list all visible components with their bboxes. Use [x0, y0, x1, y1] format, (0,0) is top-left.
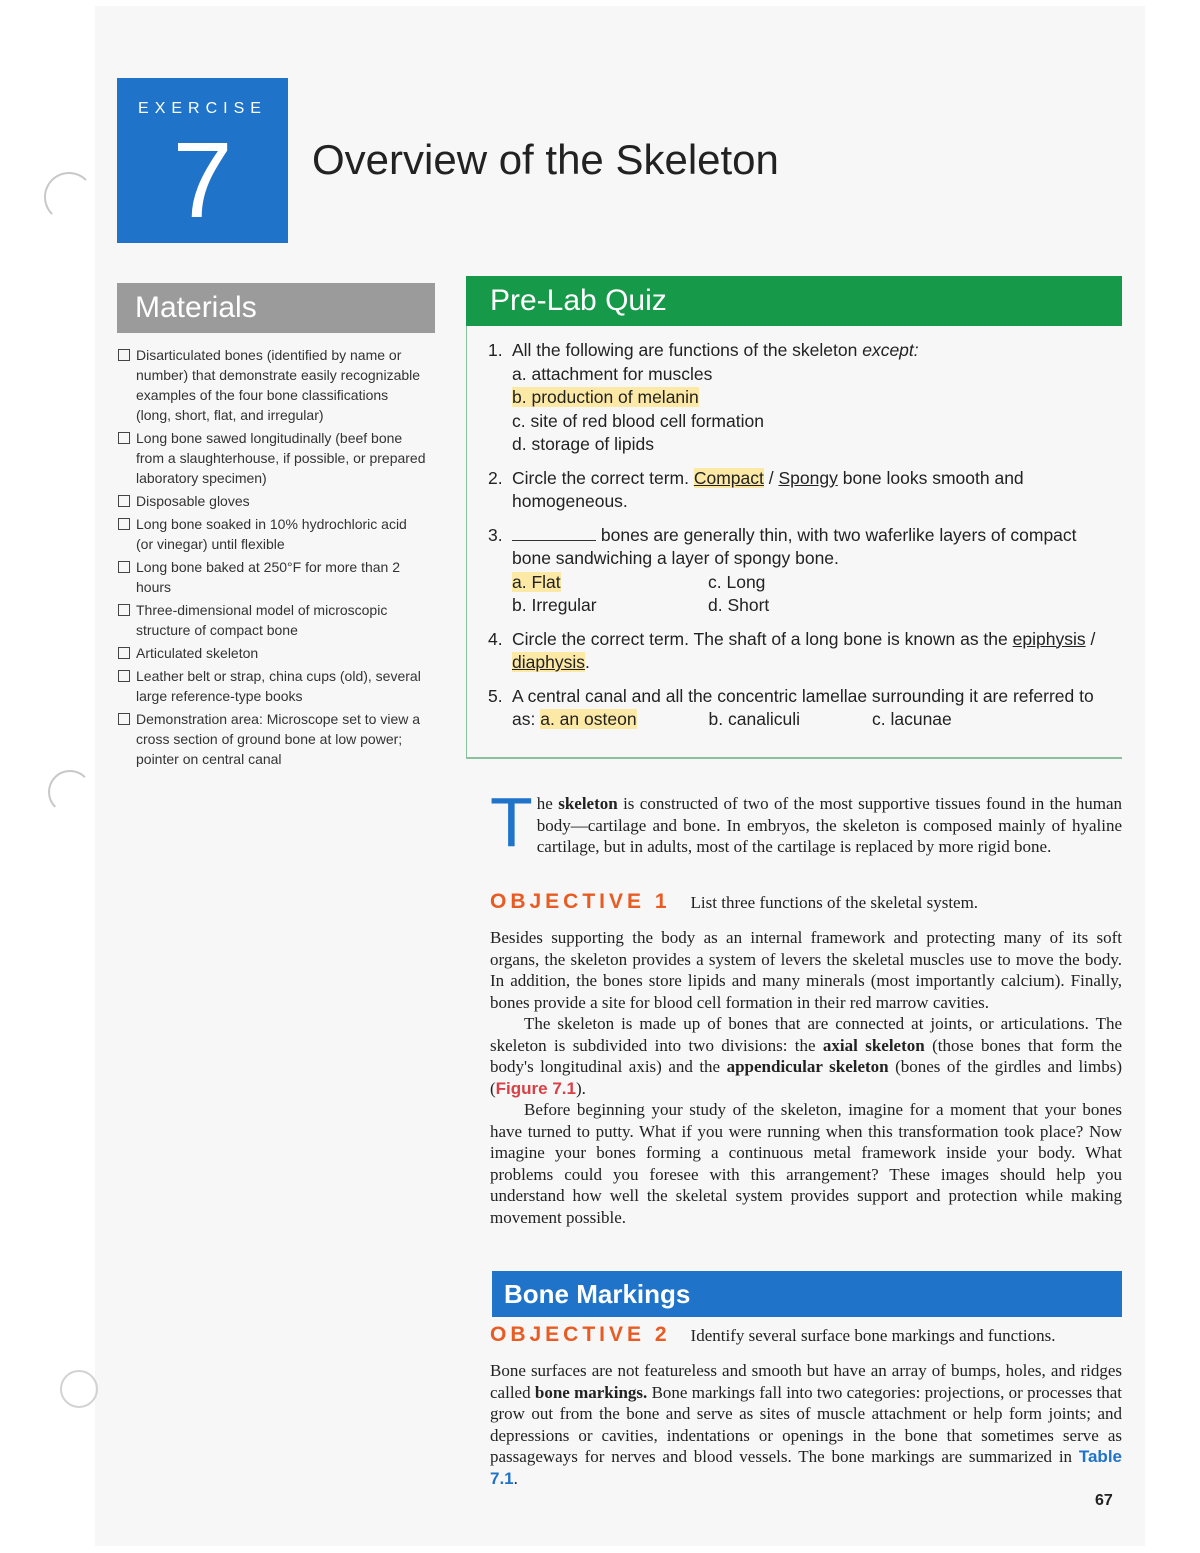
checkbox-icon[interactable] [118, 713, 130, 725]
objective-label: OBJECTIVE 1 [490, 890, 671, 913]
materials-item: Disarticulated bones (identified by name or number) that demonstrate easily recognizable examples of the four bone classifications (long, short, flat, and irregular) [117, 345, 427, 425]
objective-1 [490, 890, 978, 914]
quiz-option[interactable]: d. Short [708, 595, 770, 615]
skeleton-section [490, 927, 1122, 1228]
binder-hole-top [44, 172, 94, 222]
quiz-question-5: 5. A central canal and all the concentric lamellae surrounding it are referred to as: a. an osteon b. canaliculi c. lacunae [488, 685, 1094, 729]
quiz-question-3: 3. bones are generally thin, with two waferlike layers of compact bone sandwiching a layer of spongy bone. a. Flat c. Long b. Irregular d. Short [488, 524, 1120, 618]
page-title: Overview of the Skeleton [312, 136, 779, 183]
binder-hole-middle [48, 770, 92, 814]
checkbox-icon[interactable] [118, 647, 130, 659]
quiz-option-selected[interactable]: a. an osteon [540, 709, 637, 729]
body-paragraph: Besides supporting the body as an internal framework and protecting many of its soft organs, the skeleton provides a system of levers the skeletal muscles use to move the body. In addition, the bones store lipids and many minerals (most importantly calcium). Finally, bones provide a site for blood cell formation in their red marrow cavities. [490, 928, 1122, 1012]
checkbox-icon[interactable] [118, 604, 130, 616]
materials-item: Disposable gloves [117, 491, 427, 511]
checkbox-icon[interactable] [118, 670, 130, 682]
quiz-option[interactable]: c. Long [708, 571, 766, 592]
objective-text: List three functions of the skeletal system. [690, 893, 979, 912]
quiz-option[interactable]: a. attachment for muscles [512, 363, 713, 384]
materials-item: Long bone sawed longitudinally (beef bone from a slaughterhouse, if possible, or prepared laboratory specimen) [117, 428, 427, 488]
intro-paragraph: The skeleton is constructed of two of the most supportive tissues found in the human body—cartilage and bone. In embryos, the skeleton is composed mainly of hyaline cartilage, but in adults, most of the cartilage is replaced by more rigid bone. [490, 783, 1123, 861]
quiz-body [488, 339, 1120, 732]
quiz-term[interactable]: Spongy [778, 467, 838, 488]
materials-heading: Materials [117, 283, 435, 333]
materials-item: Three-dimensional model of microscopic structure of compact bone [117, 600, 427, 640]
quiz-question-1: 1. All the following are functions of the skeleton except: a. attachment for muscles b. production of melanin c. site of red blood cell formation d. storage of lipids [488, 339, 1120, 457]
checkbox-icon[interactable] [118, 561, 130, 573]
exercise-badge [117, 78, 288, 243]
quiz-question-4: 4. Circle the correct term. The shaft of a long bone is known as the epiphysis / diaphysis. [488, 628, 1096, 672]
figure-link[interactable]: Figure 7.1 [495, 1078, 576, 1098]
checkbox-icon[interactable] [118, 349, 130, 361]
quiz-option[interactable]: d. storage of lipids [512, 434, 655, 454]
quiz-option[interactable]: b. Irregular [512, 595, 597, 615]
materials-item: Long bone baked at 250°F for more than 2 hours [117, 557, 427, 597]
quiz-heading: Pre-Lab Quiz [466, 276, 1122, 326]
exercise-number: 7 [172, 119, 233, 240]
checkbox-icon[interactable] [118, 432, 130, 444]
materials-item: Long bone soaked in 10% hydrochloric acid (or vinegar) until flexible [117, 514, 427, 554]
bone-markings-paragraph: Bone surfaces are not featureless and smooth but have an array of bumps, holes, and ridges called bone markings. Bone markings fall into two categories: projections, or processes that grow out from the bone and serve as sites of muscle attachment or help form joints; and depressions or cavities, indentations or openings in the bone that sometimes serve as passageways for nerves and blood vessels. The bone markings are summarized in Table 7.1. [490, 1361, 1122, 1488]
checkbox-icon[interactable] [118, 495, 130, 507]
bone-markings-heading: Bone Markings [492, 1271, 1122, 1317]
body-paragraph: The skeleton is made up of bones that are connected at joints, or articulations. The skeleton is subdivided into two divisions: the axial skeleton (those bones that form the body's longitudinal axis) and the appendicular skeleton (bones of the girdles and limbs) (Figure 7.1). [490, 1014, 1122, 1098]
quiz-term-selected[interactable]: diaphysis [512, 652, 585, 672]
table-link[interactable]: Table 7.1 [490, 1447, 1122, 1488]
quiz-option[interactable]: c. lacunae [872, 709, 952, 729]
quiz-question-2: 2. Circle the correct term. Compact / Spongy bone looks smooth and homogeneous. [488, 467, 1024, 511]
quiz-option[interactable]: c. site of red blood cell formation [512, 410, 764, 431]
body-paragraph: Before beginning your study of the skeleton, imagine for a moment that your bones have turned to putty. What if you were running when this transformation took place? Now imagine your bones forming a continuous metal framework inside your body. What problems could you foresee with this arrangement? These images should help you understand how well the skeletal system provides support and protection while making movement possible. [490, 1100, 1122, 1227]
materials-item: Articulated skeleton [117, 643, 427, 663]
exercise-label: EXERCISE [138, 100, 267, 117]
quiz-option[interactable]: b. canaliculi [708, 709, 800, 729]
drop-cap: T [490, 783, 533, 861]
binder-hole-bottom [60, 1370, 98, 1408]
materials-item: Demonstration area: Microscope set to view a cross section of ground bone at low power; pointer on central canal [117, 709, 427, 769]
quiz-term[interactable]: epiphysis [1012, 628, 1086, 649]
quiz-term-selected[interactable]: Compact [693, 467, 764, 488]
objective-text: Identify several surface bone markings and functions. [690, 1326, 1056, 1345]
materials-item: Leather belt or strap, china cups (old), several large reference-type books [117, 666, 427, 706]
quiz-option-selected[interactable]: a. Flat [512, 571, 561, 592]
materials-list [117, 345, 427, 772]
quiz-option-selected[interactable]: b. production of melanin [512, 387, 699, 407]
answer-blank[interactable] [512, 524, 596, 541]
objective-2 [490, 1323, 1055, 1347]
checkbox-icon[interactable] [118, 518, 130, 530]
objective-label: OBJECTIVE 2 [490, 1323, 671, 1346]
page-number: 67 [1095, 1492, 1113, 1509]
